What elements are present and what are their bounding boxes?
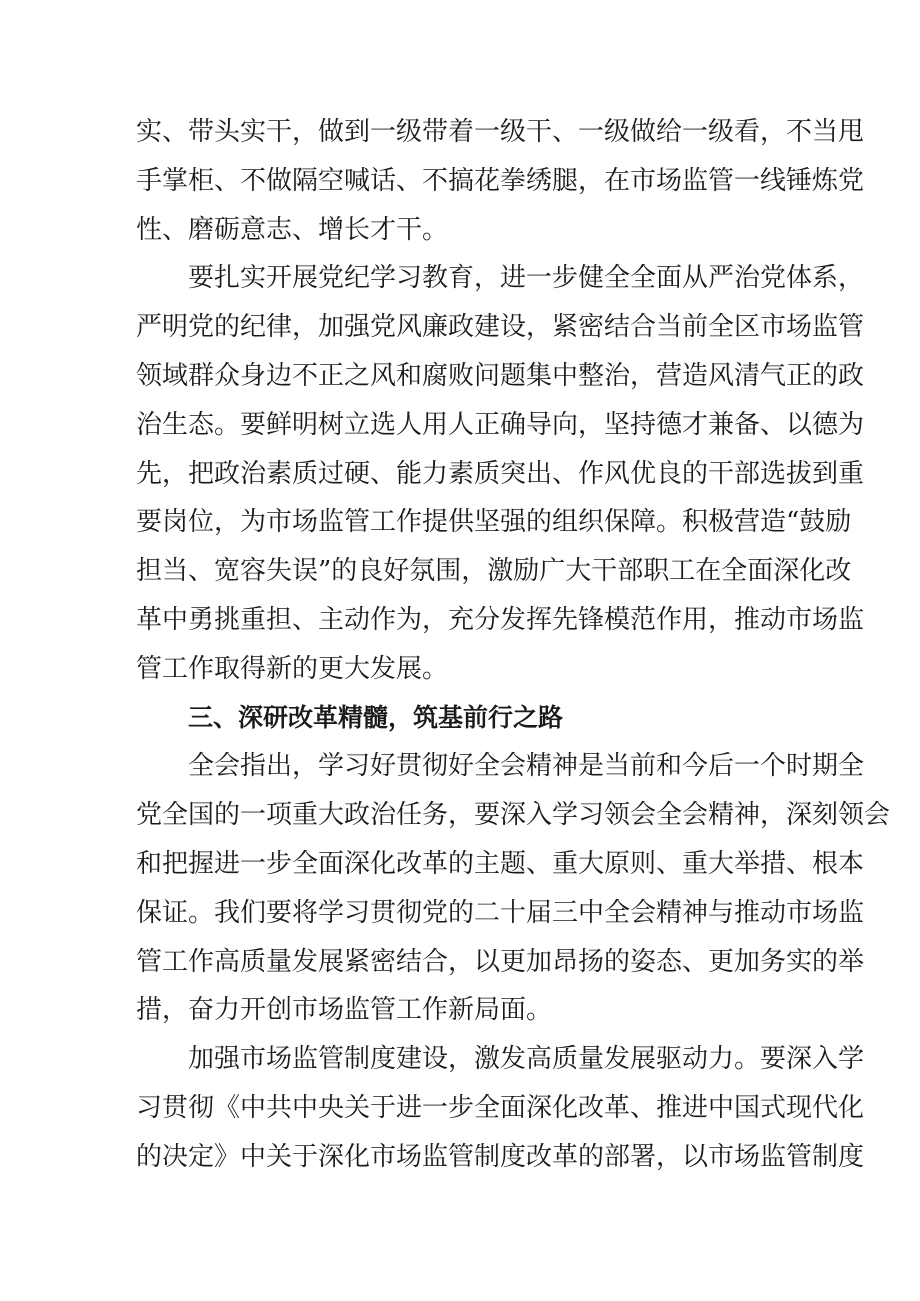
paragraph-line: 全会指出，学习好贯彻好全会精神是当前和今后一个时期全	[188, 751, 865, 782]
paragraph-line: 习贯彻《中共中央关于进一步全面深化改革、推进中国式现代化	[136, 1092, 865, 1123]
paragraph-line: 措，奋力开创市场监管工作新局面。	[136, 995, 553, 1026]
paragraph-line: 的决定》中关于深化市场监管制度改革的部署，以市场监管制度	[136, 1141, 865, 1172]
paragraph-line: 管工作高质量发展紧密结合，以更加昂扬的姿态、更加务实的举	[136, 946, 865, 977]
paragraph-line: 革中勇挑重担、主动作为，充分发挥先锋模范作用，推动市场监	[136, 604, 865, 635]
paragraph-line: 实、带头实干，做到一级带着一级干、一级做给一级看，不当甩	[136, 117, 865, 147]
paragraph-1	[136, 108, 865, 254]
section-heading: 三、深研改革精髓，筑基前行之路	[188, 702, 564, 732]
paragraph-line: 先，把政治素质过硬、能力素质突出、作风优良的干部选拔到重	[136, 458, 865, 489]
document-body	[136, 108, 891, 1182]
paragraph-line: 治生态。要鲜明树立选人用人正确导向，坚持德才兼备、以德为	[136, 409, 865, 440]
paragraph-2	[136, 254, 865, 693]
paragraph-line: 和把握进一步全面深化改革的主题、重大原则、重大举措、根本	[136, 848, 865, 879]
paragraph-line: 要岗位，为市场监管工作提供坚强的组织保障。积极营造“鼓励	[136, 507, 852, 538]
paragraph-3	[136, 742, 891, 1035]
paragraph-line: 领域群众身边不正之风和腐败问题集中整治，营造风清气正的政	[136, 360, 865, 391]
paragraph-line: 党全国的一项重大政治任务，要深入学习领会全会精神，深刻领会	[136, 800, 891, 831]
paragraph-line: 要扎实开展党纪学习教育，进一步健全全面从严治党体系，	[188, 263, 865, 294]
paragraph-line: 担当、宽容失误”的良好氛围，激励广大干部职工在全面深化改	[136, 556, 852, 587]
paragraph-line: 严明党的纪律，加强党风廉政建设，紧密结合当前全区市场监管	[136, 312, 865, 343]
paragraph-line: 手掌柜、不做隔空喊话、不搞花拳绣腿，在市场监管一线锤炼党	[136, 165, 865, 196]
paragraph-line: 性、磨砺意志、增长才干。	[136, 214, 449, 245]
paragraph-line: 加强市场监管制度建设，激发高质量发展驱动力。要深入学	[188, 1044, 865, 1075]
paragraph-line: 保证。我们要将学习贯彻党的二十届三中全会精神与推动市场监	[136, 897, 865, 928]
paragraph-4	[136, 1035, 865, 1181]
paragraph-line: 管工作取得新的更大发展。	[136, 653, 449, 684]
